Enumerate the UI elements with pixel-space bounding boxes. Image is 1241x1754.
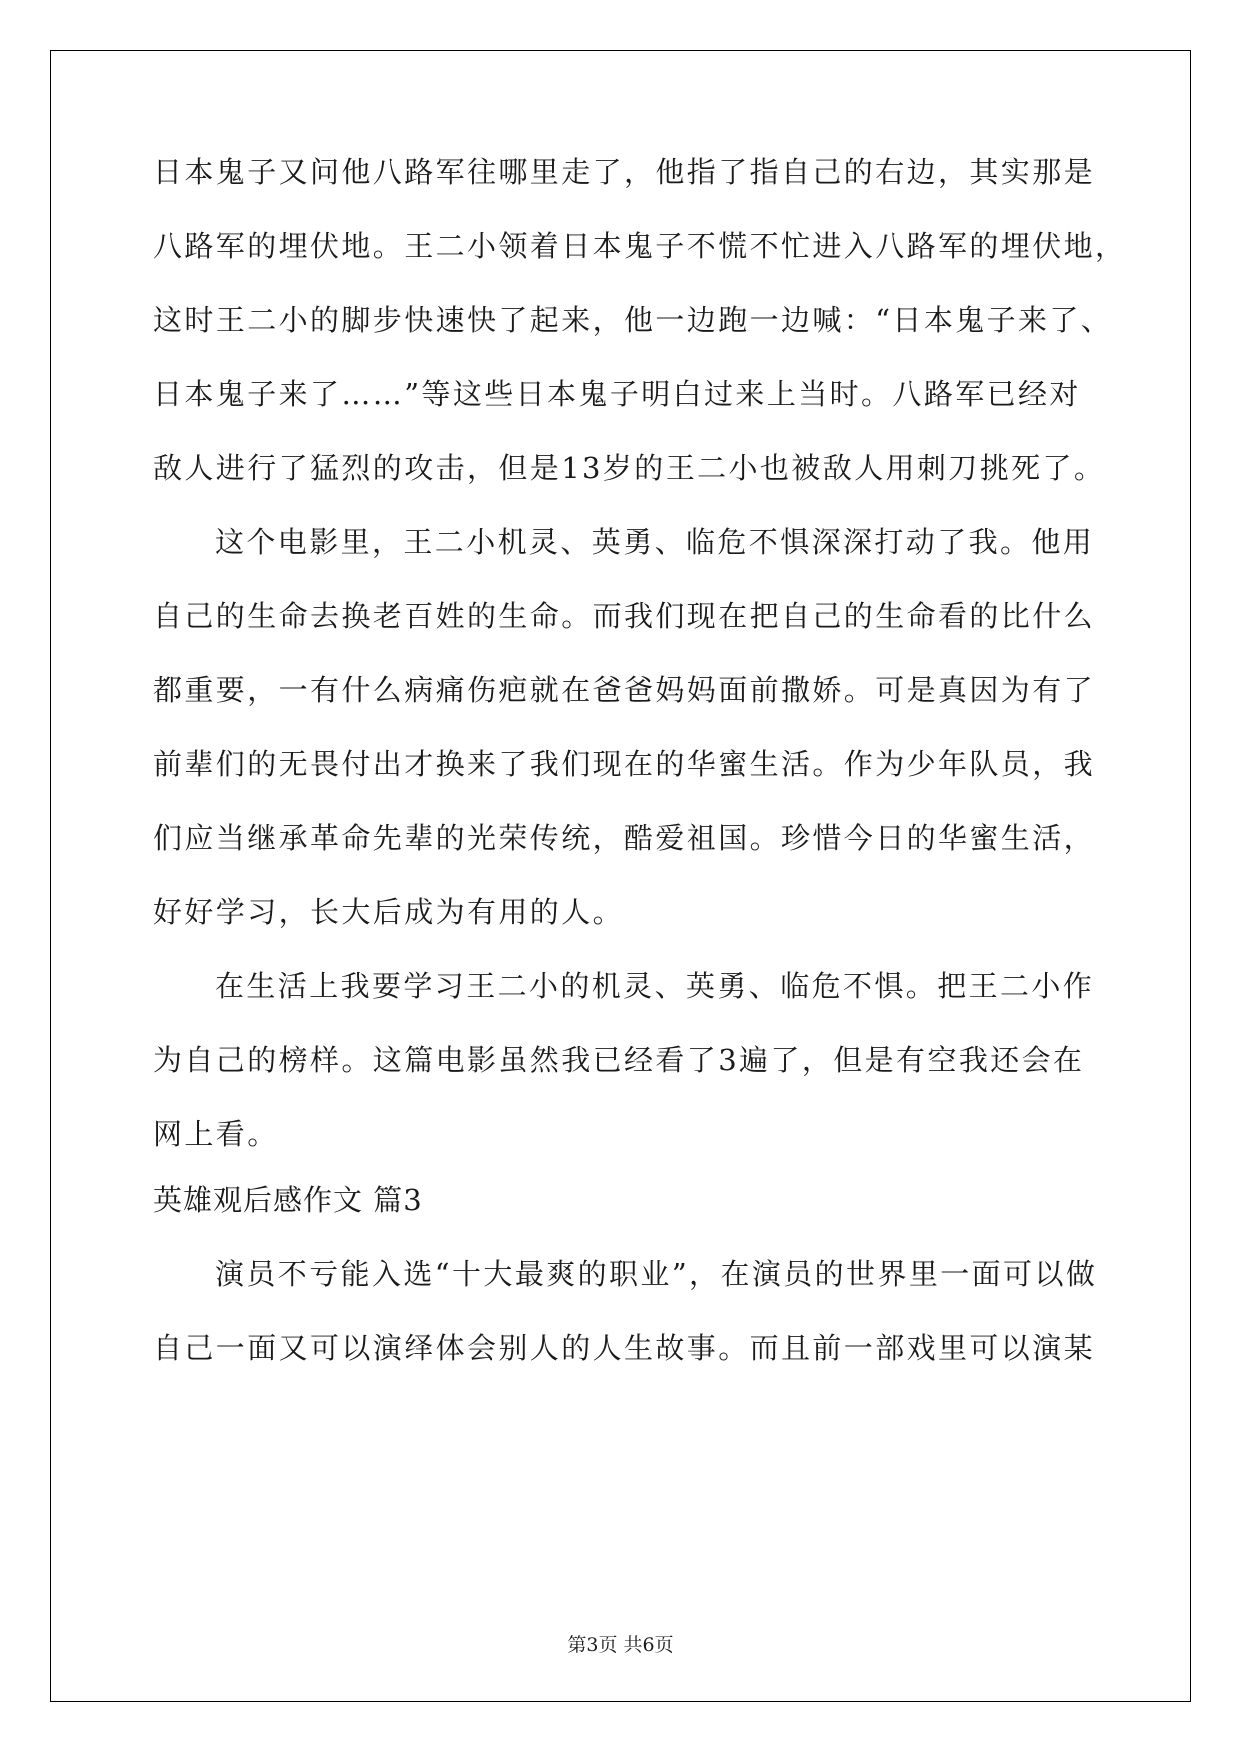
text-line: 日本鬼子又问他八路军往哪里走了，他指了指自己的右边，其实那是	[153, 155, 1096, 189]
section-heading: 英雄观后感作文 篇3	[153, 1183, 423, 1217]
paragraph-first-line: 在生活上我要学习王二小的机灵、英勇、临危不惧。把王二小作	[215, 969, 1095, 1003]
page-border	[50, 50, 1191, 1702]
text-line: 网上看。	[153, 1117, 279, 1151]
paragraph-first-line: 演员不亏能入选“十大最爽的职业”，在演员的世界里一面可以做	[215, 1257, 1098, 1291]
text-line: 自己的生命去换老百姓的生命。而我们现在把自己的生命看的比什么	[153, 599, 1096, 633]
text-line: 为自己的榜样。这篇电影虽然我已经看了3遍了，但是有空我还会在	[153, 1043, 1085, 1077]
text-line: 这时王二小的脚步快速快了起来，他一边跑一边喊：“日本鬼子来了、	[153, 303, 1113, 337]
paragraph-first-line: 这个电影里，王二小机灵、英勇、临危不惧深深打动了我。他用	[215, 525, 1095, 559]
text-line: 敌人进行了猛烈的攻击，但是13岁的王二小也被敌人用刺刀挑死了。	[153, 451, 1106, 485]
text-line: 八路军的埋伏地。王二小领着日本鬼子不慌不忙进入八路军的埋伏地，	[153, 229, 1127, 263]
text-line: 都重要，一有什么病痛伤疤就在爸爸妈妈面前撒娇。可是真因为有了	[153, 673, 1096, 707]
page-footer: 第3页 共6页	[567, 1634, 674, 1656]
text-line: 们应当继承革命先辈的光荣传统，酷爱祖国。珍惜今日的华蜜生活，	[153, 821, 1096, 855]
text-line: 自己一面又可以演绎体会别人的人生故事。而且前一部戏里可以演某	[153, 1331, 1096, 1365]
text-line: 好好学习，长大后成为有用的人。	[153, 895, 625, 929]
text-line: 日本鬼子来了……”等这些日本鬼子明白过来上当时。八路军已经对	[153, 377, 1081, 411]
text-line: 前辈们的无畏付出才换来了我们现在的华蜜生活。作为少年队员，我	[153, 747, 1096, 781]
